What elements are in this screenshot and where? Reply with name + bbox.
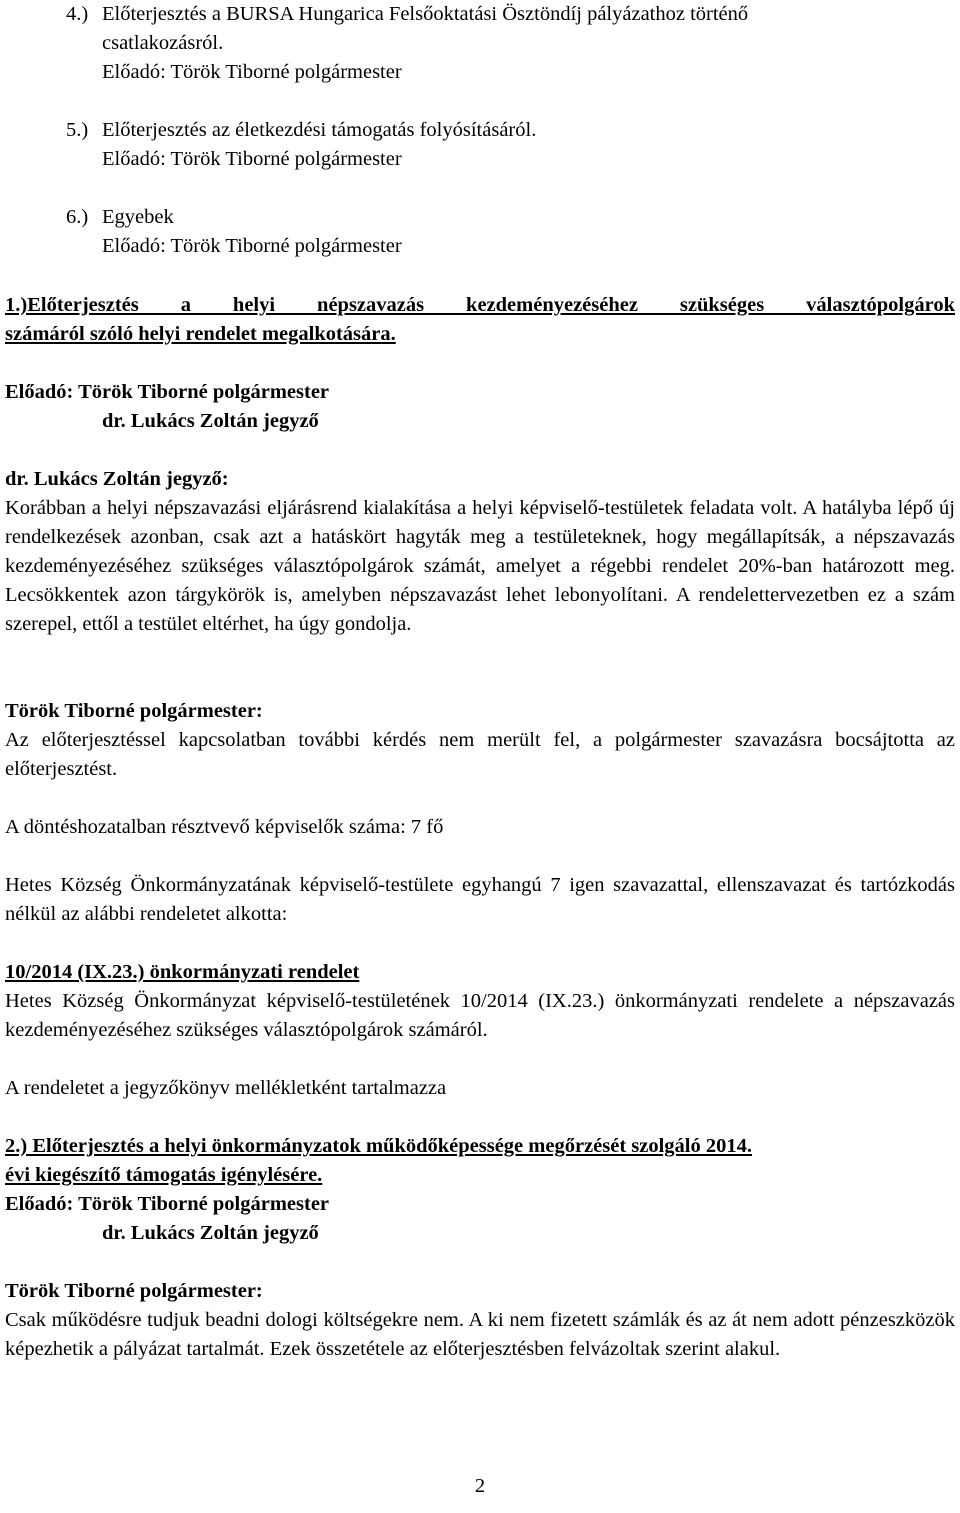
- agenda-item-5-presenter: Előadó: Török Tiborné polgármester: [102, 148, 402, 170]
- item1-speaker1-text: Korábban a helyi népszavazási eljárásrend kialakítása a helyi képviselő-testületek feladata volt. A hatályba lépő új rendelkezések azonban, csak azt a hatáskört hagyták meg a testületeknek, hogy megállapítsák, a népszavazás kezdeményezéséhez szükséges választópolgárok számát, amelyet a régebbi rendelet 20%-ban határozott meg. Lecsökkentek azon tárgykörök is, amelyben népszavazást lehet lebonyolítani. A rendelettervezetben ez a szám szerepel, ettől a testület eltérhet, ha úgy gondolja.: [5, 497, 955, 635]
- item1-participants: A döntéshozatalban résztvevő képviselők száma: 7 fő: [5, 816, 444, 838]
- item2-speaker-name: Török Tiborné polgármester:: [5, 1280, 263, 1302]
- item1-presenter: Előadó: Török Tiborné polgármester: [5, 381, 330, 403]
- item1-decree-text: Hetes Község Önkormányzat képviselő-testületének 10/2014 (IX.23.) önkormányzati rendelete a népszavazás kezdeményezéséhez szükséges választópolgárok számáról.: [5, 990, 955, 1041]
- item1-speaker2-name: Török Tiborné polgármester:: [5, 700, 263, 722]
- item1-speaker1-name: dr. Lukács Zoltán jegyző:: [5, 468, 229, 490]
- item2-heading: 2.) Előterjesztés a helyi önkormányzatok működőképessége megőrzését szolgáló 2014.: [5, 1135, 752, 1157]
- item1-vote-result: Hetes Község Önkormányzatának képviselő-testülete egyhangú 7 igen szavazattal, ellenszavazat és tartózkodás nélkül az alábbi rendeletet alkotta:: [5, 874, 955, 925]
- item1-heading-cont: számáról szóló helyi rendelet megalkotására.: [5, 323, 396, 345]
- agenda-item-4-title-cont: csatlakozásról.: [102, 32, 224, 54]
- item1-heading: 1.)Előterjesztés a helyi népszavazás kezdeményezéséhez szükséges választópolgárok: [5, 294, 955, 316]
- agenda-item-6-presenter: Előadó: Török Tiborné polgármester: [102, 235, 402, 257]
- item2-heading-cont: évi kiegészítő támogatás igénylésére.: [5, 1164, 323, 1186]
- item1-annex-note: A rendeletet a jegyzőkönyv mellékletként tartalmazza: [5, 1077, 447, 1099]
- agenda-item-6-title: Egyebek: [102, 206, 174, 228]
- item1-co-presenter: dr. Lukács Zoltán jegyző: [102, 410, 319, 432]
- item2-co-presenter: dr. Lukács Zoltán jegyző: [102, 1222, 319, 1244]
- item2-presenter: Előadó: Török Tiborné polgármester: [5, 1193, 330, 1215]
- agenda-item-4-title: Előterjesztés a BURSA Hungarica Felsőoktatási Ösztöndíj pályázathoz történő: [102, 3, 749, 25]
- agenda-item-5-title: Előterjesztés az életkezdési támogatás folyósításáról.: [102, 119, 537, 141]
- page-number: 2: [474, 1475, 486, 1497]
- agenda-item-4-number: 4.): [66, 3, 89, 25]
- item1-speaker2-text: Az előterjesztéssel kapcsolatban további kérdés nem merült fel, a polgármester szavazásra bocsájtotta az előterjesztést.: [5, 729, 955, 780]
- agenda-item-4-presenter: Előadó: Török Tiborné polgármester: [102, 61, 402, 83]
- agenda-item-5-number: 5.): [66, 119, 89, 141]
- agenda-item-6-number: 6.): [66, 206, 89, 228]
- item1-decree-title: 10/2014 (IX.23.) önkormányzati rendelet: [5, 961, 360, 983]
- item2-speaker-text: Csak működésre tudjuk beadni dologi költségekre nem. A ki nem fizetett számlák és az át nem adott pénzeszközök képezhetik a pályázat tartalmát. Ezek összetétele az előterjesztésben felvázoltak szerint alakul.: [5, 1309, 955, 1360]
